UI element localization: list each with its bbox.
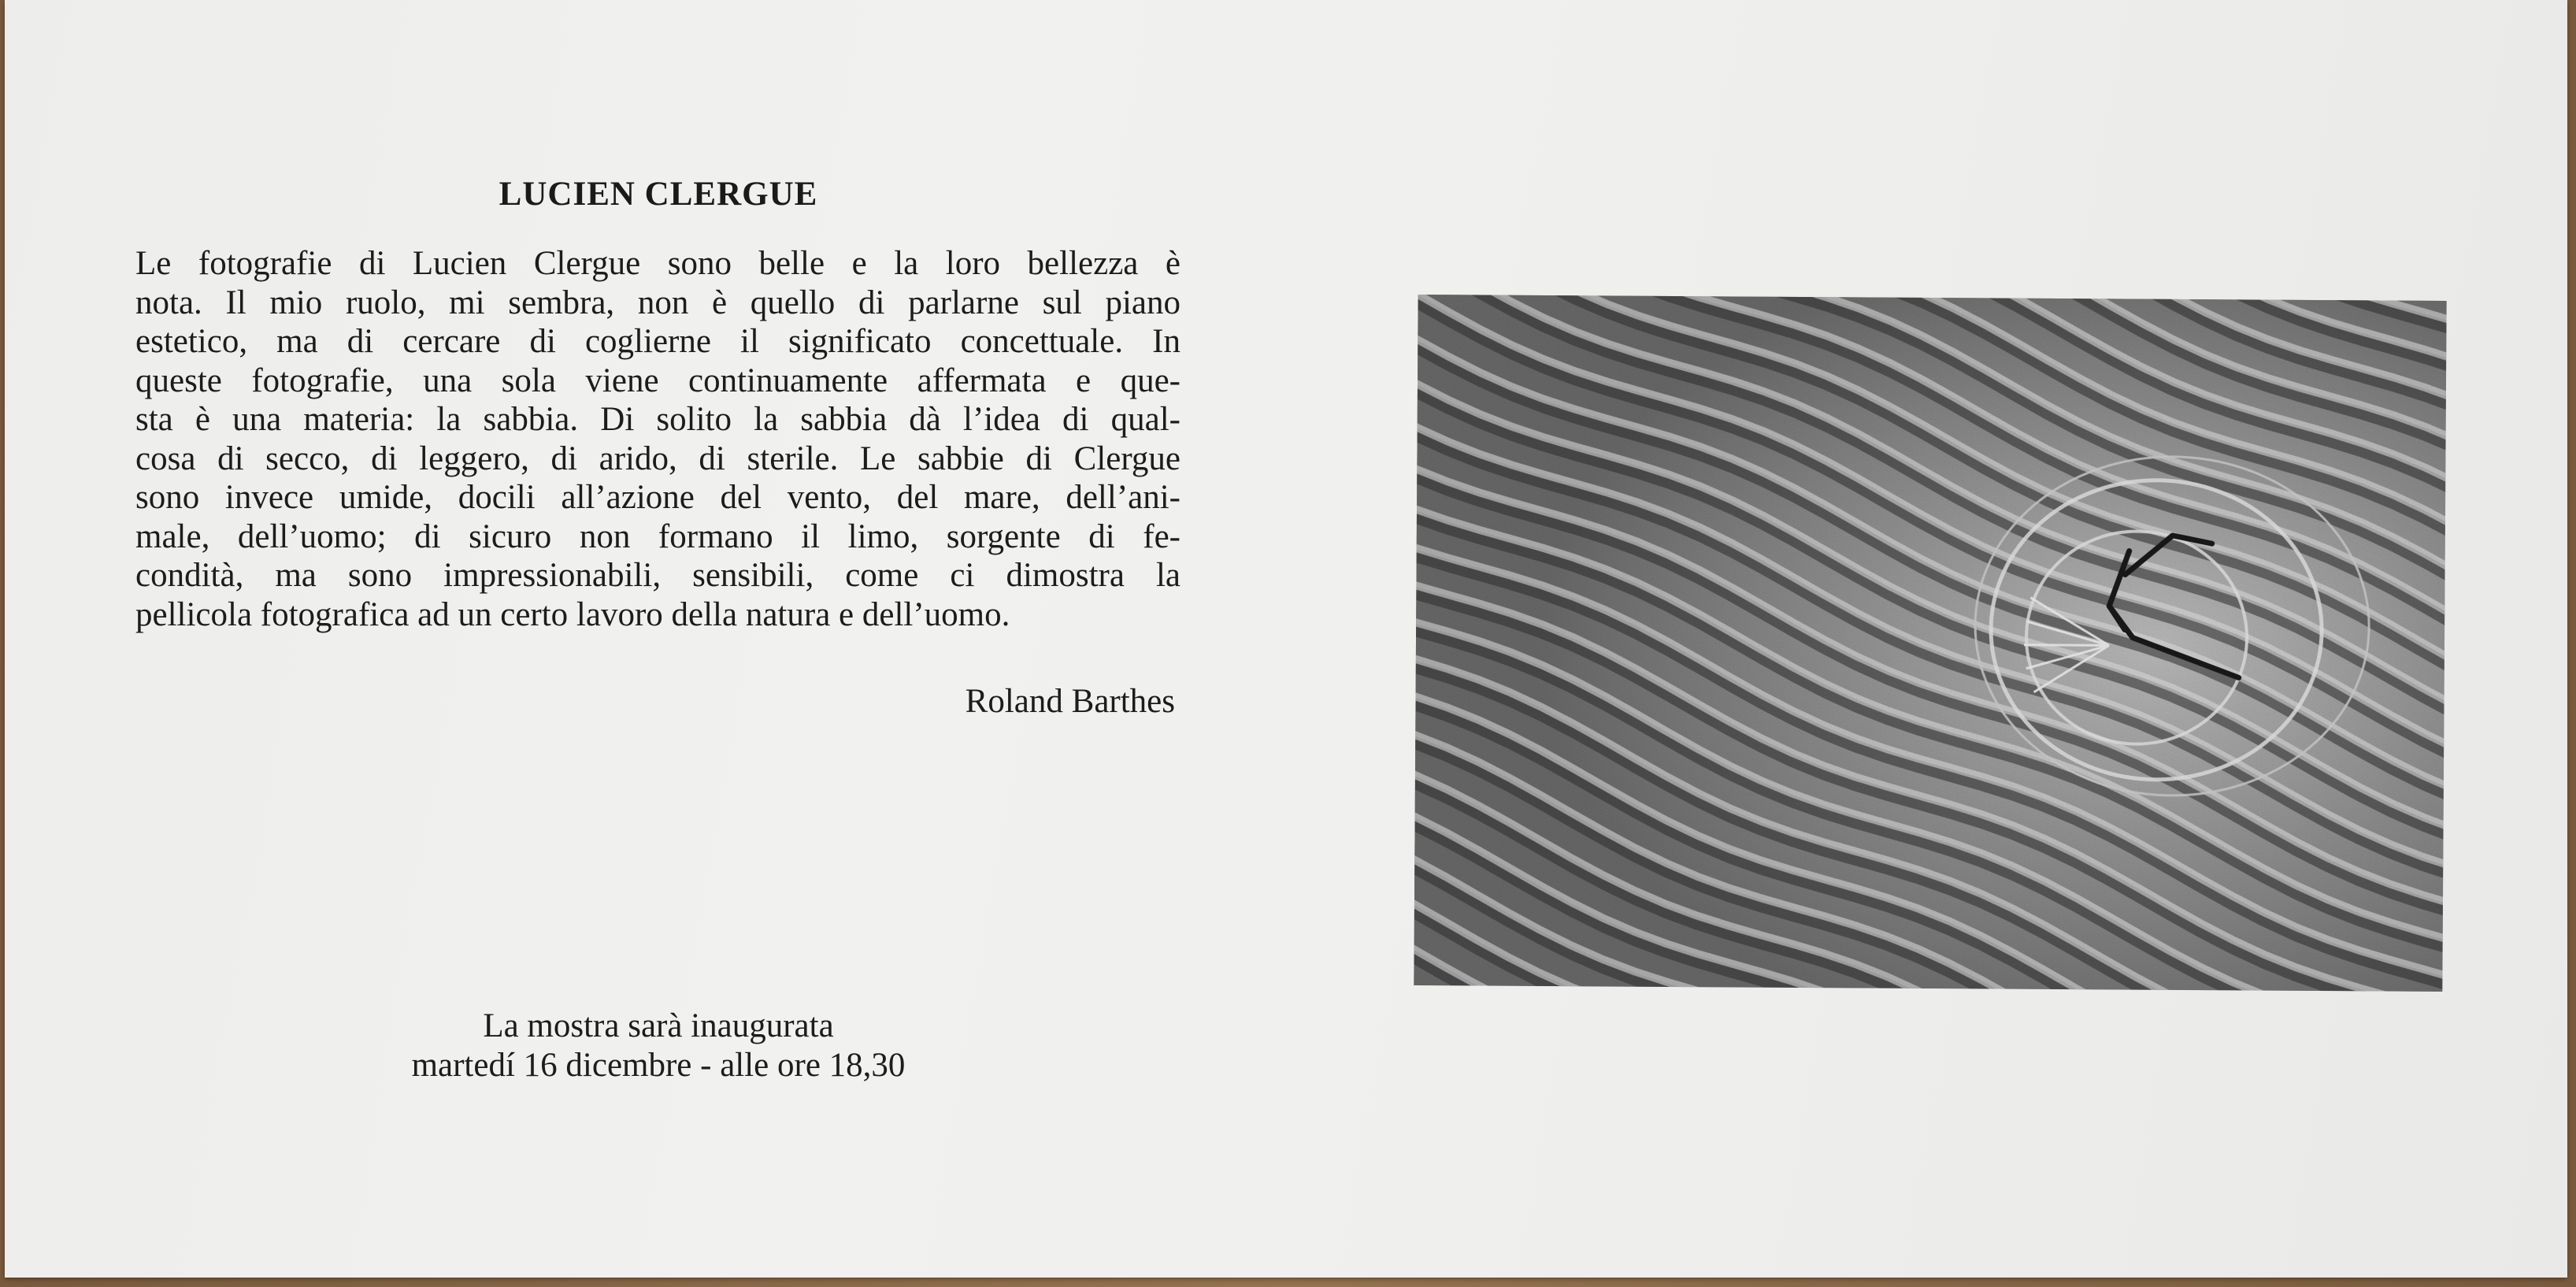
quote-line: sta è una materia: la sabbia. Di solito la sabbia dà l’idea di qual- <box>135 401 1181 438</box>
quote-line: nota. Il mio ruolo, mi sembra, non è quello di parlarne sul piano <box>135 284 1181 321</box>
quote-line: Le fotografie di Lucien Clergue sono belle e la loro bellezza è <box>135 245 1181 282</box>
sand-ripples-photo <box>1414 295 2446 992</box>
opening-announcement <box>288 1007 1029 1085</box>
quote-line: pellicola fotografica ad un certo lavoro della natura e dell’uomo. <box>135 595 1010 633</box>
quote-line: male, dell’uomo; di sicuro non formano il limo, sorgente di fe- <box>135 517 1181 555</box>
opening-line-1: La mostra sarà inaugurata <box>483 1007 834 1044</box>
quote-line: sono invece umide, docili all’azione del vento, del mare, dell’ani- <box>135 479 1181 516</box>
quote-line: cosa di secco, di leggero, di arido, di sterile. Le sabbie di Clergue <box>135 440 1181 477</box>
invitation-card <box>5 0 2567 1278</box>
quote-author: Roland Barthes <box>965 683 1175 720</box>
opening-line-2: martedí 16 dicembre - alle ore 18,30 <box>411 1047 906 1084</box>
quote-line: estetico, ma di cercare di coglierne il significato concettuale. In <box>135 323 1181 360</box>
sand-ripples-image <box>1414 295 2446 992</box>
card-title: LUCIEN CLERGUE <box>499 176 818 213</box>
quote-line: queste fotografie, una sola viene continuamente affermata e que- <box>135 362 1181 399</box>
quote-line: condità, ma sono impressionabili, sensibili, come ci dimostra la <box>135 557 1181 594</box>
quote-text <box>135 244 1181 634</box>
